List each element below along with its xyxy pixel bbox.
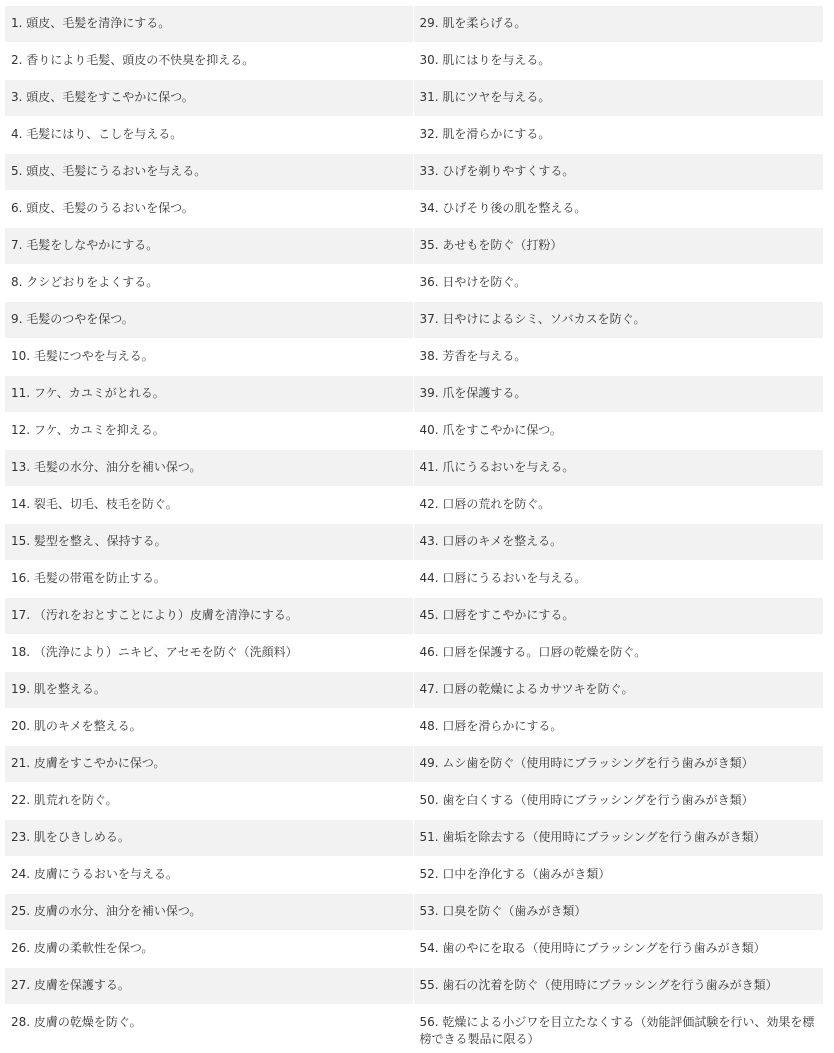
- table-cell-left: 21. 皮膚をすこやかに保つ。: [5, 746, 413, 783]
- table-cell-right: 50. 歯を白くする（使用時にブラッシングを行う歯みがき類）: [413, 783, 823, 820]
- table-cell-right: 48. 口唇を滑らかにする。: [413, 709, 823, 746]
- table-cell-right: 43. 口唇のキメを整える。: [413, 524, 823, 561]
- table-row: [5, 857, 823, 894]
- table-cell-right: 36. 日やけを防ぐ。: [413, 265, 823, 302]
- table-cell-left: 11. フケ、カユミがとれる。: [5, 376, 413, 413]
- table-cell-left: 22. 肌荒れを防ぐ。: [5, 783, 413, 820]
- table-row: [5, 820, 823, 857]
- table-row: [5, 228, 823, 265]
- table-row: [5, 339, 823, 376]
- table-cell-right: 35. あせもを防ぐ（打粉）: [413, 228, 823, 265]
- table-cell-left: 9. 毛髪のつやを保つ。: [5, 302, 413, 339]
- table-cell-right: 33. ひげを剃りやすくする。: [413, 154, 823, 191]
- table-row: [5, 672, 823, 709]
- efficacy-table-container: [5, 6, 823, 1053]
- table-row: [5, 413, 823, 450]
- table-cell-left: 6. 頭皮、毛髪のうるおいを保つ。: [5, 191, 413, 228]
- table-row: [5, 450, 823, 487]
- table-cell-right: 32. 肌を滑らかにする。: [413, 117, 823, 154]
- table-cell-left: 23. 肌をひきしめる。: [5, 820, 413, 857]
- table-cell-left: 2. 香りにより毛髪、頭皮の不快臭を抑える。: [5, 43, 413, 80]
- table-cell-right: 44. 口唇にうるおいを与える。: [413, 561, 823, 598]
- table-cell-left: 15. 髪型を整え、保持する。: [5, 524, 413, 561]
- table-cell-right: 31. 肌にツヤを与える。: [413, 80, 823, 117]
- efficacy-table-body: [5, 6, 823, 1053]
- table-cell-right: 54. 歯のやにを取る（使用時にブラッシングを行う歯みがき類）: [413, 931, 823, 968]
- table-cell-right: 45. 口唇をすこやかにする。: [413, 598, 823, 635]
- table-cell-right: 30. 肌にはりを与える。: [413, 43, 823, 80]
- table-row: [5, 524, 823, 561]
- table-cell-left: 10. 毛髪につやを与える。: [5, 339, 413, 376]
- table-row: [5, 265, 823, 302]
- table-cell-left: 16. 毛髪の帯電を防止する。: [5, 561, 413, 598]
- table-row: [5, 376, 823, 413]
- table-cell-left: 12. フケ、カユミを抑える。: [5, 413, 413, 450]
- table-cell-left: 4. 毛髪にはり、こしを与える。: [5, 117, 413, 154]
- table-row: [5, 968, 823, 1005]
- table-cell-left: 25. 皮膚の水分、油分を補い保つ。: [5, 894, 413, 931]
- table-row: [5, 635, 823, 672]
- table-cell-right: 55. 歯石の沈着を防ぐ（使用時にブラッシングを行う歯みがき類）: [413, 968, 823, 1005]
- table-row: [5, 783, 823, 820]
- table-cell-right: 41. 爪にうるおいを与える。: [413, 450, 823, 487]
- table-cell-right: 37. 日やけによるシミ、ソバカスを防ぐ。: [413, 302, 823, 339]
- table-cell-left: 19. 肌を整える。: [5, 672, 413, 709]
- table-cell-right: 51. 歯垢を除去する（使用時にブラッシングを行う歯みがき類）: [413, 820, 823, 857]
- table-cell-left: 1. 頭皮、毛髪を清浄にする。: [5, 6, 413, 43]
- table-row: [5, 598, 823, 635]
- table-cell-left: 26. 皮膚の柔軟性を保つ。: [5, 931, 413, 968]
- table-row: [5, 931, 823, 968]
- table-cell-right: 52. 口中を浄化する（歯みがき類）: [413, 857, 823, 894]
- table-row: [5, 302, 823, 339]
- table-cell-left: 13. 毛髪の水分、油分を補い保つ。: [5, 450, 413, 487]
- table-cell-left: 8. クシどおりをよくする。: [5, 265, 413, 302]
- table-cell-left: 7. 毛髪をしなやかにする。: [5, 228, 413, 265]
- table-row: [5, 894, 823, 931]
- table-row: [5, 43, 823, 80]
- table-row: [5, 6, 823, 43]
- table-row: [5, 154, 823, 191]
- table-cell-right: 56. 乾燥による小ジワを目立たなくする（効能評価試験を行い、効果を標榜できる製品に限る）: [413, 1005, 823, 1053]
- table-row: [5, 746, 823, 783]
- table-cell-right: 47. 口唇の乾燥によるカサツキを防ぐ。: [413, 672, 823, 709]
- efficacy-table: [5, 6, 824, 1053]
- table-row: [5, 191, 823, 228]
- table-cell-left: 17. （汚れをおとすことにより）皮膚を清浄にする。: [5, 598, 413, 635]
- table-cell-right: 34. ひげそり後の肌を整える。: [413, 191, 823, 228]
- table-cell-left: 20. 肌のキメを整える。: [5, 709, 413, 746]
- table-row: [5, 561, 823, 598]
- table-cell-left: 5. 頭皮、毛髪にうるおいを与える。: [5, 154, 413, 191]
- table-cell-right: 38. 芳香を与える。: [413, 339, 823, 376]
- table-cell-right: 53. 口臭を防ぐ（歯みがき類）: [413, 894, 823, 931]
- table-cell-right: 39. 爪を保護する。: [413, 376, 823, 413]
- table-row: [5, 487, 823, 524]
- table-row: [5, 1005, 823, 1053]
- table-cell-left: 24. 皮膚にうるおいを与える。: [5, 857, 413, 894]
- table-cell-right: 40. 爪をすこやかに保つ。: [413, 413, 823, 450]
- table-cell-left: 14. 裂毛、切毛、枝毛を防ぐ。: [5, 487, 413, 524]
- table-row: [5, 80, 823, 117]
- table-cell-left: 27. 皮膚を保護する。: [5, 968, 413, 1005]
- table-cell-right: 29. 肌を柔らげる。: [413, 6, 823, 43]
- table-cell-right: 46. 口唇を保護する。口唇の乾燥を防ぐ。: [413, 635, 823, 672]
- table-cell-left: 3. 頭皮、毛髪をすこやかに保つ。: [5, 80, 413, 117]
- table-cell-right: 49. ムシ歯を防ぐ（使用時にブラッシングを行う歯みがき類）: [413, 746, 823, 783]
- table-cell-left: 28. 皮膚の乾燥を防ぐ。: [5, 1005, 413, 1053]
- table-row: [5, 709, 823, 746]
- table-row: [5, 117, 823, 154]
- table-cell-left: 18. （洗浄により）ニキビ、アセモを防ぐ（洗顔料）: [5, 635, 413, 672]
- table-cell-right: 42. 口唇の荒れを防ぐ。: [413, 487, 823, 524]
